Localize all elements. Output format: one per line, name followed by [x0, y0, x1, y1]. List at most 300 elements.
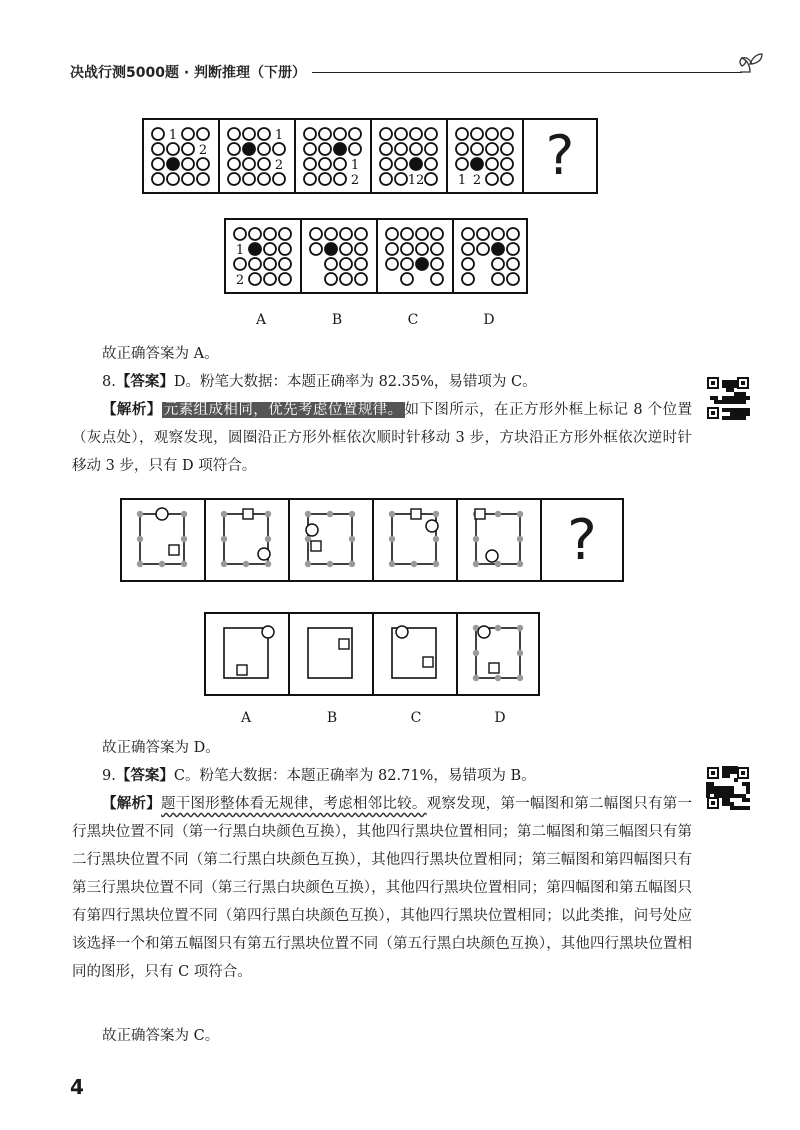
- white-dot: [401, 258, 413, 270]
- qr-module: [718, 790, 722, 794]
- figure1-cell: [446, 118, 522, 194]
- black-dot: [243, 143, 255, 155]
- small-block: [475, 509, 485, 519]
- qr-module: [726, 384, 730, 388]
- figure2-cell: [120, 498, 204, 582]
- white-dot: [167, 173, 179, 185]
- circle-marker: [396, 626, 408, 638]
- grey-marker: [473, 561, 479, 567]
- grey-marker: [327, 511, 333, 517]
- figure2-option-a[interactable]: [204, 612, 288, 696]
- white-dot: [492, 228, 504, 240]
- qr-module: [738, 412, 742, 416]
- white-dot: [325, 258, 337, 270]
- qr-module: [742, 400, 746, 404]
- white-dot: [507, 273, 519, 285]
- qr-module: [730, 408, 734, 412]
- white-dot: [386, 243, 398, 255]
- qr-code-icon[interactable]: [706, 766, 750, 810]
- grey-marker: [137, 511, 143, 517]
- grey-marker: [473, 650, 479, 656]
- qr-module: [730, 412, 734, 416]
- qr-module: [718, 400, 722, 404]
- qr-module: [734, 766, 738, 770]
- grey-marker: [349, 536, 355, 542]
- circle-marker: [478, 626, 490, 638]
- white-dot: [477, 228, 489, 240]
- grey-marker: [265, 536, 271, 542]
- qr-module: [738, 396, 742, 400]
- grid-number: 1: [274, 128, 284, 143]
- grey-marker: [221, 536, 227, 542]
- white-dot: [486, 128, 498, 140]
- small-block: [311, 541, 321, 551]
- white-dot: [410, 143, 422, 155]
- qr-module: [734, 778, 738, 782]
- qr-module: [730, 766, 734, 770]
- qr-module: [730, 416, 734, 420]
- grey-marker: [349, 561, 355, 567]
- figure1-cell: [294, 118, 370, 194]
- option-label: A: [240, 710, 252, 726]
- white-dot: [279, 273, 291, 285]
- white-dot: [152, 158, 164, 170]
- answer-text: C。粉笔大数据：本题正确率为 82.71%，易错项为 B。: [173, 768, 536, 784]
- white-dot: [258, 158, 270, 170]
- qr-module: [706, 782, 710, 786]
- qr-module: [742, 798, 746, 802]
- white-dot: [355, 258, 367, 270]
- white-dot: [401, 243, 413, 255]
- white-dot: [334, 128, 346, 140]
- figure2-options-row: [204, 612, 540, 696]
- white-dot: [456, 128, 468, 140]
- qr-module: [722, 384, 726, 388]
- white-dot: [304, 158, 316, 170]
- figure1-option-c[interactable]: [376, 218, 452, 294]
- qr-module: [726, 798, 730, 802]
- question-number: 8.: [102, 374, 116, 390]
- analysis-tag: 【解析】: [102, 401, 162, 418]
- qr-module: [710, 790, 714, 794]
- qr-module: [726, 802, 730, 806]
- qr-module: [742, 412, 746, 416]
- figure1-question-cell: [522, 118, 598, 194]
- qr-module: [726, 388, 730, 392]
- white-dot: [425, 158, 437, 170]
- qr-finder-core: [711, 381, 715, 385]
- answer-line: 故正确答案为 D。: [102, 740, 220, 756]
- circle-marker: [486, 550, 498, 562]
- white-dot: [501, 128, 513, 140]
- white-dot: [355, 243, 367, 255]
- white-dot: [462, 243, 474, 255]
- white-dot: [355, 228, 367, 240]
- grey-marker: [181, 561, 187, 567]
- black-dot: [167, 158, 179, 170]
- white-dot: [380, 158, 392, 170]
- qr-module: [714, 396, 718, 400]
- qr-module: [742, 392, 746, 396]
- circle-marker: [258, 548, 270, 560]
- qr-module: [742, 794, 746, 798]
- circle-marker: [306, 524, 318, 536]
- grey-marker: [159, 561, 165, 567]
- white-dot: [507, 258, 519, 270]
- qr-module: [722, 786, 726, 790]
- qr-module: [734, 794, 738, 798]
- qr-module: [714, 790, 718, 794]
- white-dot: [234, 228, 246, 240]
- qr-module: [746, 396, 750, 400]
- figure1-cell: [142, 118, 218, 194]
- qr-finder-core: [741, 771, 745, 775]
- white-dot: [395, 158, 407, 170]
- white-dot: [243, 128, 255, 140]
- black-dot: [410, 158, 422, 170]
- grey-marker: [305, 561, 311, 567]
- white-dot: [395, 128, 407, 140]
- qr-module: [730, 794, 734, 798]
- outer-square: [308, 628, 352, 678]
- white-dot: [319, 158, 331, 170]
- figure2-cell: [456, 498, 540, 582]
- white-dot: [334, 158, 346, 170]
- qr-module: [734, 396, 738, 400]
- grey-marker: [305, 536, 311, 542]
- qr-module: [714, 794, 718, 798]
- white-dot: [182, 173, 194, 185]
- grey-marker: [243, 561, 249, 567]
- option-label: A: [255, 312, 267, 328]
- answer-tag: 【答案】: [115, 373, 174, 390]
- qr-module: [726, 408, 730, 412]
- white-dot: [304, 143, 316, 155]
- question-8-answer: [102, 368, 692, 396]
- white-dot: [249, 258, 261, 270]
- qr-module: [726, 416, 730, 420]
- white-dot: [340, 228, 352, 240]
- white-dot: [349, 143, 361, 155]
- qr-module: [742, 782, 746, 786]
- white-dot: [395, 173, 407, 185]
- white-dot: [501, 158, 513, 170]
- qr-finder-core: [711, 771, 715, 775]
- white-dot: [416, 243, 428, 255]
- figure1-option-b[interactable]: [300, 218, 376, 294]
- white-dot: [167, 143, 179, 155]
- grid-number: 2: [350, 173, 360, 188]
- qr-module: [730, 380, 734, 384]
- white-dot: [431, 273, 443, 285]
- outer-square: [308, 514, 352, 564]
- white-dot: [462, 258, 474, 270]
- question-number: 9.: [102, 768, 116, 784]
- white-dot: [380, 128, 392, 140]
- white-dot: [425, 128, 437, 140]
- figure2-option-c[interactable]: [372, 612, 456, 696]
- white-dot: [228, 158, 240, 170]
- qr-module: [742, 806, 746, 810]
- figure2-option-b[interactable]: [288, 612, 372, 696]
- answer-text: D。粉笔大数据：本题正确率为 82.35%，易错项为 C。: [173, 374, 537, 390]
- white-dot: [182, 158, 194, 170]
- question-8-analysis: [72, 396, 692, 480]
- white-dot: [492, 258, 504, 270]
- figure1-option-d[interactable]: [452, 218, 528, 294]
- qr-module: [734, 770, 738, 774]
- grey-marker: [327, 561, 333, 567]
- white-dot: [386, 258, 398, 270]
- qr-module: [730, 384, 734, 388]
- grey-marker: [433, 511, 439, 517]
- wavy-underlined-text: 题干图形整体看无规律，考虑相邻比较。: [161, 796, 427, 812]
- grey-marker: [517, 650, 523, 656]
- white-dot: [334, 173, 346, 185]
- qr-module: [722, 416, 726, 420]
- white-dot: [431, 243, 443, 255]
- black-dot: [416, 258, 428, 270]
- qr-module: [730, 388, 734, 392]
- white-dot: [243, 158, 255, 170]
- qr-module: [722, 794, 726, 798]
- white-dot: [152, 143, 164, 155]
- white-dot: [471, 143, 483, 155]
- outer-square: [140, 514, 184, 564]
- qr-module: [734, 416, 738, 420]
- white-dot: [501, 143, 513, 155]
- qr-module: [730, 802, 734, 806]
- figure1-cell: [218, 118, 294, 194]
- qr-finder-core: [711, 411, 715, 415]
- qr-module: [742, 416, 746, 420]
- white-dot: [264, 273, 276, 285]
- grey-marker: [389, 561, 395, 567]
- grid-number: 1: [457, 173, 467, 188]
- white-dot: [264, 258, 276, 270]
- white-dot: [395, 143, 407, 155]
- white-dot: [325, 273, 337, 285]
- white-dot: [279, 243, 291, 255]
- white-dot: [228, 173, 240, 185]
- white-dot: [273, 173, 285, 185]
- small-block: [423, 657, 433, 667]
- white-dot: [228, 128, 240, 140]
- circle-marker: [156, 508, 168, 520]
- white-dot: [264, 228, 276, 240]
- figure2-cell: [372, 498, 456, 582]
- white-dot: [340, 258, 352, 270]
- white-dot: [380, 173, 392, 185]
- grey-marker: [137, 561, 143, 567]
- grid-number: 1: [235, 243, 245, 258]
- qr-module: [726, 790, 730, 794]
- grid-number: 12: [407, 173, 425, 188]
- qr-module: [734, 384, 738, 388]
- qr-module: [746, 412, 750, 416]
- analysis-text: 如下图所示，在正方形外框上标记 8 个位置（灰点处），观察发现，圆圈沿正方形外框依次顺时针移动 3 步，方块沿正方形外框依次逆时针移动 3 步，只有 D 项符合。: [72, 402, 693, 474]
- grey-marker: [265, 511, 271, 517]
- white-dot: [471, 128, 483, 140]
- white-dot: [507, 243, 519, 255]
- qr-module: [734, 412, 738, 416]
- white-dot: [310, 243, 322, 255]
- qr-module: [726, 774, 730, 778]
- grey-marker: [181, 511, 187, 517]
- qr-module: [746, 790, 750, 794]
- question-9-answer: [102, 762, 692, 790]
- grey-marker: [517, 625, 523, 631]
- small-block: [243, 509, 253, 519]
- white-dot: [258, 173, 270, 185]
- white-dot: [258, 143, 270, 155]
- white-dot: [425, 143, 437, 155]
- qr-module: [722, 774, 726, 778]
- figure2-question-cell: [540, 498, 624, 582]
- qr-module: [710, 396, 714, 400]
- option-label: C: [407, 312, 419, 328]
- white-dot: [401, 228, 413, 240]
- qr-module: [746, 782, 750, 786]
- qr-module: [722, 790, 726, 794]
- white-dot: [462, 273, 474, 285]
- white-dot: [249, 273, 261, 285]
- white-dot: [501, 173, 513, 185]
- qr-module: [738, 794, 742, 798]
- qr-module: [726, 400, 730, 404]
- qr-module: [730, 786, 734, 790]
- white-dot: [380, 143, 392, 155]
- qr-module: [730, 396, 734, 400]
- leaf-icon: [736, 48, 766, 78]
- qr-module: [714, 786, 718, 790]
- qr-module: [746, 798, 750, 802]
- qr-module: [746, 806, 750, 810]
- qr-finder-core: [741, 381, 745, 385]
- white-dot: [486, 143, 498, 155]
- white-dot: [319, 128, 331, 140]
- circle-marker: [262, 626, 274, 638]
- white-dot: [228, 143, 240, 155]
- qr-module: [726, 794, 730, 798]
- qr-code-icon[interactable]: [706, 376, 750, 420]
- grey-marker: [517, 511, 523, 517]
- white-dot: [431, 258, 443, 270]
- qr-module: [726, 396, 730, 400]
- white-dot: [462, 228, 474, 240]
- grid-number: 2: [274, 158, 284, 173]
- option-label: B: [326, 710, 338, 726]
- circle-marker: [426, 520, 438, 532]
- qr-module: [718, 786, 722, 790]
- qr-module: [726, 380, 730, 384]
- qr-module: [742, 408, 746, 412]
- analysis-text: 观察发现，第一幅图和第二幅图只有第一行黑块位置不同（第一行黑白块颜色互换），其他四行黑块位置相同；第二幅图和第三幅图只有第二行黑块位置不同（第二行黑白块颜色互换），其他四行黑块位置相同；第三幅图和第四幅图只有第三行黑块位置不同（第三行黑白块颜色互换），其他四行黑块位置相同；第四幅图和第五幅图只有第四行黑块位置不同（第四行黑白块颜色互换），其他四行黑块位置相同；以此类推，问号处应该选择一个和第五幅图只有第五行黑块位置不同（第五行黑白块颜色互换），其他四行黑块位置相同的图形，只有 C 项符合。: [72, 796, 693, 980]
- grey-marker: [411, 561, 417, 567]
- white-dot: [507, 228, 519, 240]
- qr-module: [726, 770, 730, 774]
- qr-module: [706, 786, 710, 790]
- qr-module: [738, 408, 742, 412]
- qr-module: [726, 786, 730, 790]
- white-dot: [279, 228, 291, 240]
- white-dot: [264, 243, 276, 255]
- white-dot: [319, 173, 331, 185]
- white-dot: [152, 128, 164, 140]
- page-number: 4: [70, 1075, 84, 1099]
- figure2-cell: [204, 498, 288, 582]
- grey-marker: [495, 675, 501, 681]
- white-dot: [304, 173, 316, 185]
- white-dot: [249, 228, 261, 240]
- question-9-analysis: [72, 790, 692, 986]
- grey-marker: [495, 561, 501, 567]
- figure1-option-a[interactable]: [224, 218, 300, 294]
- qr-module: [722, 396, 726, 400]
- small-block: [237, 665, 247, 675]
- qr-module: [722, 766, 726, 770]
- qr-module: [722, 380, 726, 384]
- grey-marker: [265, 561, 271, 567]
- grid-number: 2: [198, 143, 208, 158]
- grey-marker: [349, 511, 355, 517]
- white-dot: [425, 173, 437, 185]
- analysis-tag: 【解析】: [102, 795, 162, 812]
- qr-module: [730, 770, 734, 774]
- qr-module: [722, 400, 726, 404]
- white-dot: [182, 128, 194, 140]
- grey-marker: [473, 536, 479, 542]
- white-dot: [279, 258, 291, 270]
- grey-marker: [389, 536, 395, 542]
- grid-number: 2: [235, 273, 245, 288]
- qr-module: [734, 392, 738, 396]
- white-dot: [258, 128, 270, 140]
- grey-marker: [517, 675, 523, 681]
- white-dot: [349, 128, 361, 140]
- black-dot: [249, 243, 261, 255]
- figure1-options-row: [224, 218, 528, 294]
- white-dot: [486, 173, 498, 185]
- option-label: C: [410, 710, 422, 726]
- qr-module: [730, 806, 734, 810]
- white-dot: [456, 143, 468, 155]
- white-dot: [340, 273, 352, 285]
- white-dot: [492, 273, 504, 285]
- grid-number: 1: [168, 128, 178, 143]
- white-dot: [310, 228, 322, 240]
- white-dot: [273, 143, 285, 155]
- grey-marker: [495, 625, 501, 631]
- qr-module: [722, 770, 726, 774]
- qr-finder-core: [711, 801, 715, 805]
- white-dot: [234, 258, 246, 270]
- grid-number: 1: [350, 158, 360, 173]
- grey-marker: [433, 536, 439, 542]
- qr-module: [746, 786, 750, 790]
- grey-marker: [517, 561, 523, 567]
- figure2-option-d[interactable]: [456, 612, 540, 696]
- qr-module: [714, 400, 718, 404]
- answer-line: 故正确答案为 A。: [102, 346, 219, 362]
- small-block: [411, 509, 421, 519]
- grid-number: 2: [472, 173, 482, 188]
- question-mark: ?: [545, 124, 575, 187]
- white-dot: [319, 143, 331, 155]
- qr-module: [710, 786, 714, 790]
- question-mark: ?: [567, 508, 597, 573]
- white-dot: [197, 158, 209, 170]
